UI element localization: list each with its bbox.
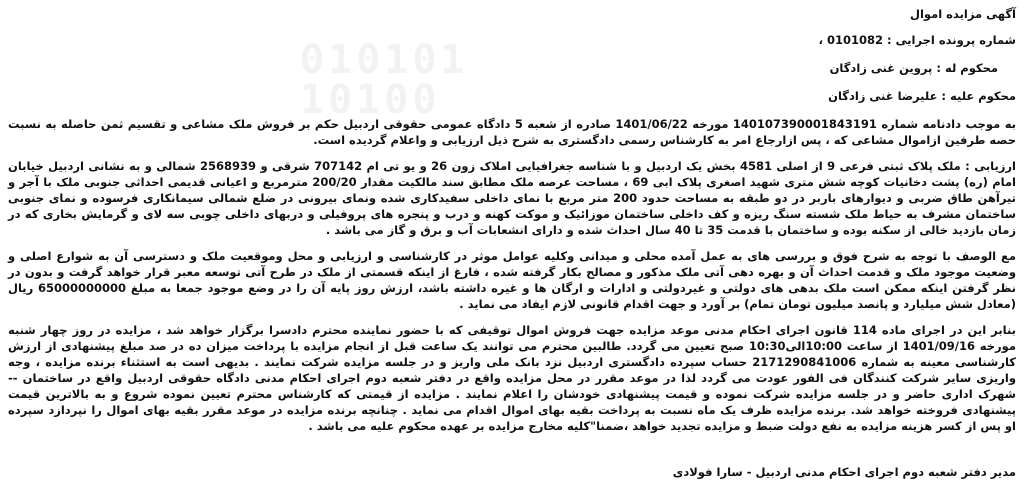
notice-title: آگهی مزایده اموال — [909, 7, 1016, 21]
auction-notice — [8, 4, 1016, 480]
valuation-paragraph: مع الوصف با توجه به شرح فوق و بررسی های به عمل آمده محلی و میدانی وکلیه عوامل موثر در کارشناسی و ارزیابی و محل وموقعیت ملک و دسترسی آن به شوارع اصلی و وضعیت موجود ملک و قدمت احداث آن و بهره دهی آتی ملک مذکور و مصالح بکار گرفته شده ، فارغ از اینکه قسمتی از ملک در طرح آتی توسعه معبر قرار خواهد گرفت و بدون در نظر گرفتن اینکه ممکن است ملک بدهی های دولتی و غیردولتی و ادارات و ارگان ها و غیره داشته باشد، ارزش روز پایه آن را در وضع موجود جمعا به مبلغ 65000000000 ریال (معادل شش میلیارد و پانصد میلیون تومان تمام) بر آورد و جهت اقدام قانونی لازم ایفاد می نماید . — [8, 249, 1016, 311]
creditor-name: محکوم له : پروین غنی زادگان — [829, 61, 998, 75]
appraisal-paragraph: ارزیابی : ملک پلاک ثبتی فرعی 9 از اصلی 4581 بخش یک اردبیل و با شناسه جغرافیایی املاک زون 26 و یو تی ام 707142 شرقی و 2568939 شمالی و به نشانی اردبیل خیابان امام (ره) پشت دخانیات کوچه شش متری شهید اصغری پلاک ابی 69 ، مساحت عرصه ملک مطابق سند مالکیت مقدار 200/20 مترمربع و اعیانی قدیمی احداثی جنوبی ملک با آجر و تیرآهن طاق ضربی و دیوارهای باربر در دو طبقه به مساحت حدود 200 متر مربع با نمای داخلی سفیدکاری شده ونمای بیرونی در ضلع شمالی سیمانکاری فرسوده و نمای جنوبی ساختمان مشرف به حیاط ملک شسته سنگ ریزه و کف داخلی ساختمان موزائیک و موکت کهنه و درب و پنجره های پروفیلی و دربهای داخلی چوبی سه لای و گرمایش بخاری که در زمان بازدید خالی از سکنه بوده و ساختمان با قدمت 35 تا 40 سال احداث شده و دارای انشعابات آب و برق و گاز می باشد . — [8, 159, 1017, 237]
signature-line: مدیر دفتر شعبه دوم اجرای احکام مدنی اردبیل - سارا فولادی — [672, 465, 1016, 479]
debtor-name: محکوم علیه : علیرضا غنی زادگان — [828, 89, 1016, 103]
background-watermark: 010101 10100 — [300, 37, 469, 123]
case-number: شماره پرونده اجرایی : 0101082 ، — [818, 33, 1016, 47]
auction-terms-paragraph: بنابر این در اجرای ماده 114 قانون اجرای احکام مدنی موعد مزایده جهت فروش اموال توقیفی که با حضور نماینده محترم دادسرا برگزار خواهد شد ، مزایده در روز چهار شنبه مورخه 1401/09/16 از ساعت 10:00الی10:30 صبح تعیین می گردد. طالبین محترم می توانند یک ساعت قبل از انجام مزایده با پرداخت میزان ده در صد مبلغ پیشنهادی از ارزش کارشناسی معینه به شماره 2171290841006 حساب سپرده دادگستری اردبیل نزد بانک ملی واریز و در جلسه مزایده شرکت نمایند . بدیهی است به استثناء برنده مزایده ، وجه واریزی سایر شرکت کنندگان فی الفور عودت می گردد لذا در موعد مقرر در محل مزایده واقع در دفتر شعبه دوم اجرای احکام مدنی دادگاه حقوقی اردبیل واقع در ساختمان -- شهرک اداری حاضر و در جلسه مزایده شرکت نموده و قیمت پیشنهادی خودشان را اعلام نمایند . مزایده از قیمتی که کارشناس محترم تعیین نموده شروع و به بالاترین قیمت پیشنهادی فروخته خواهد شد. برنده مزایده ظرف یک ماه نسبت به پرداخت بقیه بهای اموال اقدام می نماید . چنانچه برنده مزایده در موعد مقرر بقیه بهای اموال را نپردازد سپرده او پس از کسر هزینه مزایده به نفع دولت ضبط و مزایده تجدید خواهد ،ضمنا"کلیه مخارج مزایده بر عهده محکوم علیه می باشد . — [8, 323, 1016, 433]
judgment-paragraph: به موجب دادنامه شماره 140107390001843191 مورخه 1401/06/22 صادره از شعبه 5 دادگاه عمومی حقوقی اردبیل حکم بر فروش ملک مشاعی و تقسیم ثمن حاصله به نسبت حصه طرفین ازاموال مشاعی که ، پس ازارجاع امر به کارشناس رسمی دادگستری به شرح ذیل ارزیابی و واعلام گردیده است. — [8, 117, 1016, 147]
